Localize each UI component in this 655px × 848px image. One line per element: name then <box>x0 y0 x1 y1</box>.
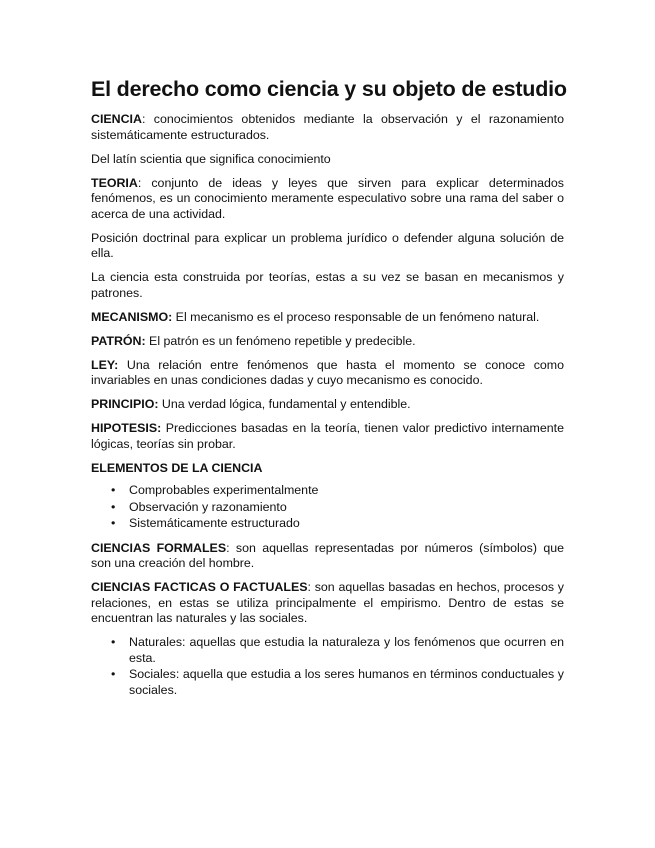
list-item <box>91 516 564 532</box>
list-item-text: Naturales: aquellas que estudia la naturaleza y los fenómenos que ocurren en esta. <box>129 635 564 665</box>
paragraph-ciencia <box>91 112 564 143</box>
definition-ciencias-formales: : son aquellas representadas por números (símbolos) que son una creación del hombre. <box>91 540 565 570</box>
paragraph-ley <box>91 358 564 389</box>
section-heading-elementos: ELEMENTOS DE LA CIENCIA <box>91 460 263 475</box>
paragraph-hipotesis <box>91 421 564 452</box>
definition-ciencias-facticas: : son aquellas basadas en hechos, procesos y relaciones, en estas se utiliza principalmente el empirismo. Dentro de estas se encuentran las naturales y las sociales. <box>91 580 565 625</box>
paragraph-ciencias-facticas <box>91 580 564 627</box>
definition-teoria: : conjunto de ideas y leyes que sirven para explicar determinados fenómenos, es un conocimiento meramente especulativo sobre una rama del saber o acerca de una actividad. <box>91 175 564 221</box>
list-item-text: Comprobables experimentalmente <box>129 483 319 497</box>
list-item <box>91 500 564 516</box>
definition-patron: El patrón es un fenómeno repetible y predecible. <box>145 333 416 348</box>
list-item <box>91 483 564 499</box>
facticas-list <box>91 635 564 698</box>
term-teoria: TEORIA <box>91 175 138 190</box>
term-patron: PATRÓN: <box>91 333 146 348</box>
paragraph-latin: Del latín scientia que significa conocimiento <box>91 151 331 166</box>
term-ciencia: CIENCIA <box>91 112 142 126</box>
paragraph-principio <box>91 397 564 413</box>
definition-hipotesis: Predicciones basadas en la teoría, tienen valor predictivo internamente lógicas, teorías sin probar. <box>91 421 564 451</box>
list-item-text: Sistemáticamente estructurado <box>129 516 300 530</box>
paragraph-patron <box>91 334 564 350</box>
bullet-icon: • <box>111 667 116 681</box>
paragraph-ciencia-construida: La ciencia esta construida por teorías, estas a su vez se basan en mecanismos y patrones. <box>91 270 564 300</box>
term-ciencias-facticas: CIENCIAS FACTICAS O FACTUALES <box>91 580 308 594</box>
term-hipotesis: HIPOTESIS: <box>91 421 162 435</box>
paragraph-posicion: Posición doctrinal para explicar un problema jurídico o defender alguna solución de ella. <box>91 230 564 260</box>
document-content <box>91 76 567 707</box>
bullet-icon: • <box>111 635 116 649</box>
elementos-list <box>91 483 564 532</box>
definition-ciencia: : conocimientos obtenidos mediante la observación y el razonamiento sistemáticamente estructurados. <box>91 112 564 142</box>
definition-mecanismo: El mecanismo es el proceso responsable de un fenómeno natural. <box>172 309 540 324</box>
paragraph-mecanismo <box>91 310 564 326</box>
list-item-text: Sociales: aquella que estudia a los seres humanos en términos conductuales y sociales. <box>129 667 564 697</box>
page-title: El derecho como ciencia y su objeto de estudio <box>91 77 567 101</box>
list-item <box>91 635 564 666</box>
bullet-icon: • <box>111 483 116 497</box>
definition-principio: Una verdad lógica, fundamental y entendible. <box>158 397 411 411</box>
term-ciencias-formales: CIENCIAS FORMALES <box>91 540 227 555</box>
list-item-text: Observación y razonamiento <box>129 499 287 514</box>
paragraph-ciencias-formales <box>91 541 564 572</box>
definition-ley: Una relación entre fenómenos que hasta el momento se conoce como invariables en unas condiciones dadas y cuyo mecanismo es conocido. <box>91 357 564 387</box>
term-mecanismo: MECANISMO: <box>91 309 173 324</box>
paragraph-teoria <box>91 176 564 223</box>
bullet-icon: • <box>111 499 116 514</box>
term-ley: LEY: <box>91 357 119 372</box>
list-item <box>91 667 564 698</box>
bullet-icon: • <box>111 516 116 530</box>
term-principio: PRINCIPIO: <box>91 397 159 411</box>
